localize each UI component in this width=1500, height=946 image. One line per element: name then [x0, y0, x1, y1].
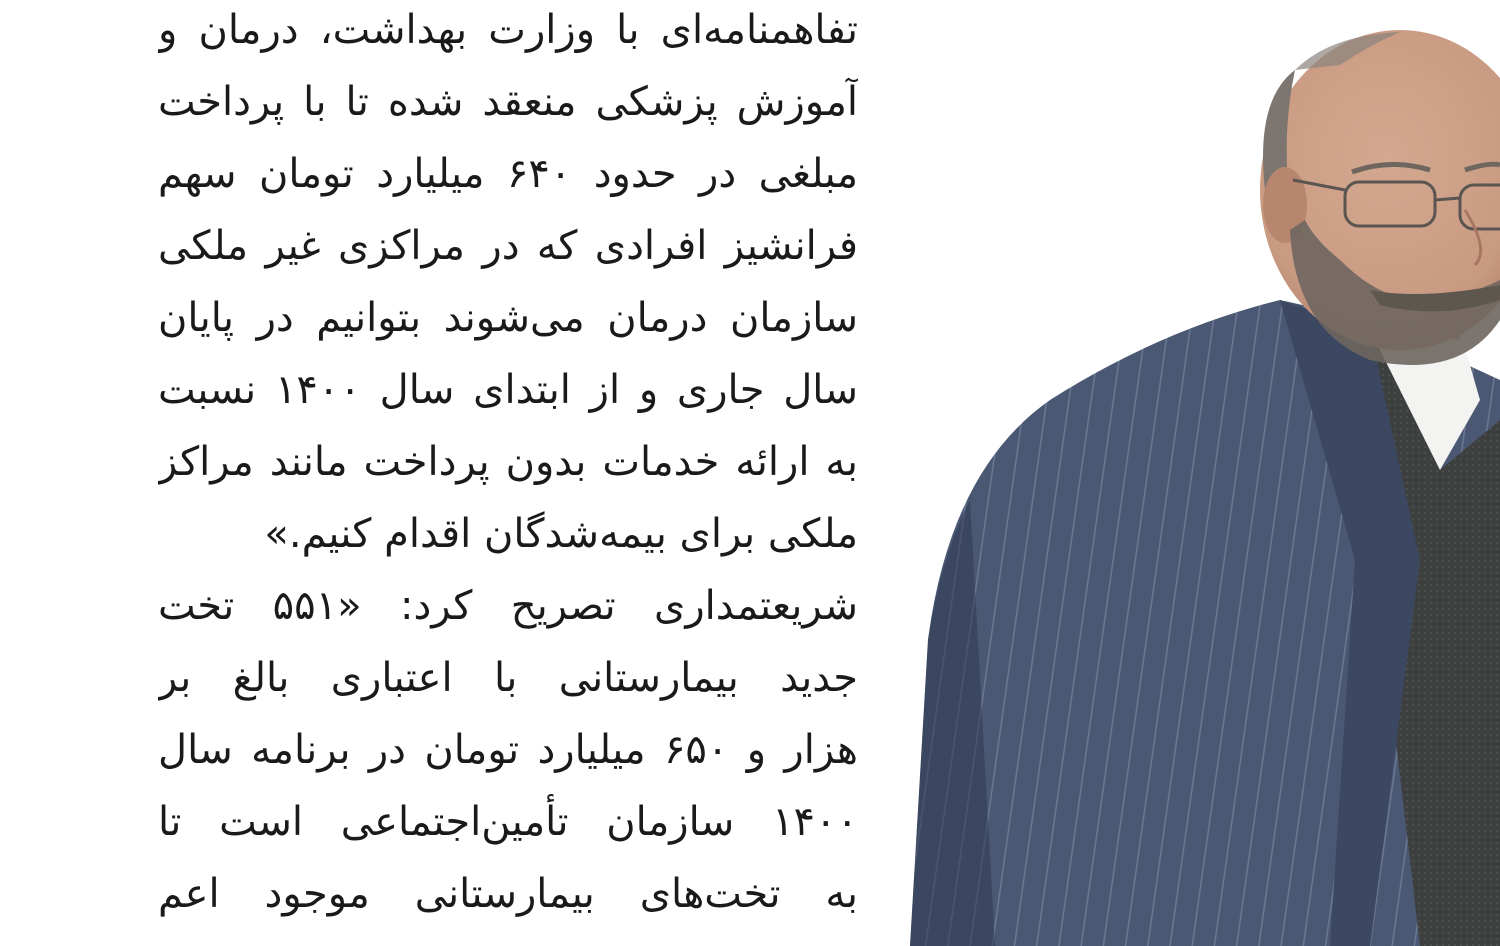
- article-line: ملکی برای بیمه‌شدگان اقدام کنیم.»: [264, 511, 858, 557]
- article-line: شریعتمداری تصریح کرد: «۵۵۱ تخت: [158, 583, 858, 629]
- article-line: مبلغی در حدود ۶۴۰ میلیارد تومان سهم: [158, 151, 858, 197]
- article-line: فرانشیز افرادی که در مراکزی غیر ملکی: [158, 223, 858, 269]
- article-line: آموزش پزشکی منعقد شده تا با پرداخت: [158, 79, 858, 125]
- article-line: ۱۴۰۰ سازمان تأمین‌اجتماعی است تا: [158, 799, 858, 845]
- portrait-photo: [900, 0, 1500, 946]
- article-line: سال جاری و از ابتدای سال ۱۴۰۰ نسبت: [158, 367, 858, 413]
- article-line: هزار و ۶۵۰ میلیارد تومان در برنامه سال: [158, 727, 858, 773]
- article-line: جدید بیمارستانی با اعتباری بالغ بر: [158, 655, 858, 701]
- article-line: تفاهمنامه‌ای با وزارت بهداشت، درمان و: [158, 7, 858, 53]
- article-text-column: [158, 0, 858, 946]
- article-line: سازمان درمان می‌شوند بتوانیم در پایان: [158, 295, 858, 341]
- portrait-illustration: [900, 0, 1500, 946]
- article-line: به ارائه خدمات بدون پرداخت مانند مراکز: [158, 439, 858, 485]
- article-line: به تخت‌های بیمارستانی موجود اعم: [158, 871, 858, 917]
